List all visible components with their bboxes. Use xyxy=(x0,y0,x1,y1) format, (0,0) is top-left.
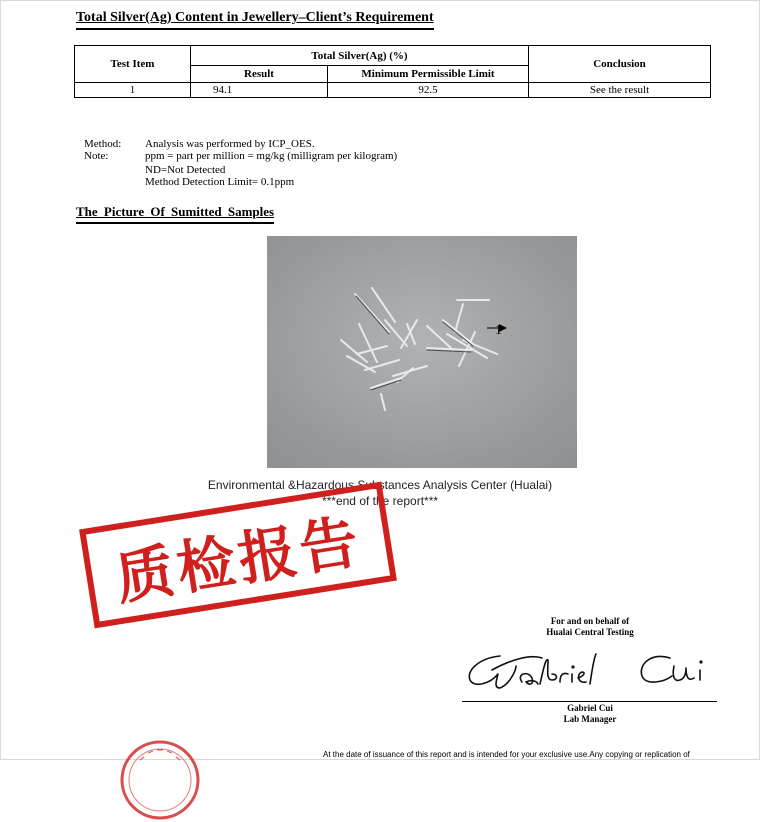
stamp-text: 质检报告 xyxy=(110,506,367,613)
lab-center-name: Environmental &Hazardous Substances Analysis Center (Hualai) xyxy=(207,478,553,492)
cell-limit: 92.5 xyxy=(328,83,529,98)
signature-line xyxy=(462,701,717,702)
note-line-3: Method Detection Limit= 0.1ppm xyxy=(145,176,295,188)
handwritten-signature xyxy=(460,640,720,700)
footer-disclaimer: At the date of issuance of this report and is intended for your exclusive use.Any copying or replication of xyxy=(323,750,690,759)
signer-title: Lab Manager xyxy=(563,714,617,724)
end-of-report: ***end of the report*** xyxy=(321,494,439,508)
header-total-silver: Total Silver(Ag) (%) xyxy=(191,46,529,66)
behalf-block xyxy=(460,616,720,638)
result-table xyxy=(74,45,711,98)
cell-conclusion: See the result xyxy=(529,83,711,98)
header-conclusion: Conclusion xyxy=(529,46,711,83)
method-text: Analysis was performed by ICP_OES. xyxy=(145,138,315,150)
section-title-silver-content: Total Silver(Ag) Content in Jewellery–Client’s Requirement xyxy=(76,10,434,30)
note-line-2: ND=Not Detected xyxy=(145,164,226,176)
method-notes xyxy=(84,138,397,188)
sample-photo xyxy=(267,236,577,468)
cell-test-item: 1 xyxy=(75,83,191,98)
behalf-line-1: For and on behalf of xyxy=(550,616,630,626)
header-min-limit: Minimum Permissible Limit xyxy=(328,66,529,83)
note-line-1: ppm = part per million = mg/kg (milligram per kilogram) xyxy=(145,150,398,162)
method-label: Method: xyxy=(84,138,122,150)
sample-callout-label: 1 xyxy=(495,323,502,338)
section-title-sample-picture: The Picture Of Sumitted Samples xyxy=(76,204,274,224)
sample-pins-image xyxy=(267,236,577,468)
behalf-line-2: Hualai Central Testing xyxy=(546,627,634,637)
header-result: Result xyxy=(191,66,328,83)
cell-result: 94.1 xyxy=(191,83,328,98)
note-label: Note: xyxy=(84,150,109,162)
header-test-item: Test Item xyxy=(75,46,191,83)
signer-name: Gabriel Cui xyxy=(567,703,613,713)
signer-block xyxy=(460,703,720,725)
official-seal xyxy=(118,738,202,822)
table-row xyxy=(75,83,711,98)
